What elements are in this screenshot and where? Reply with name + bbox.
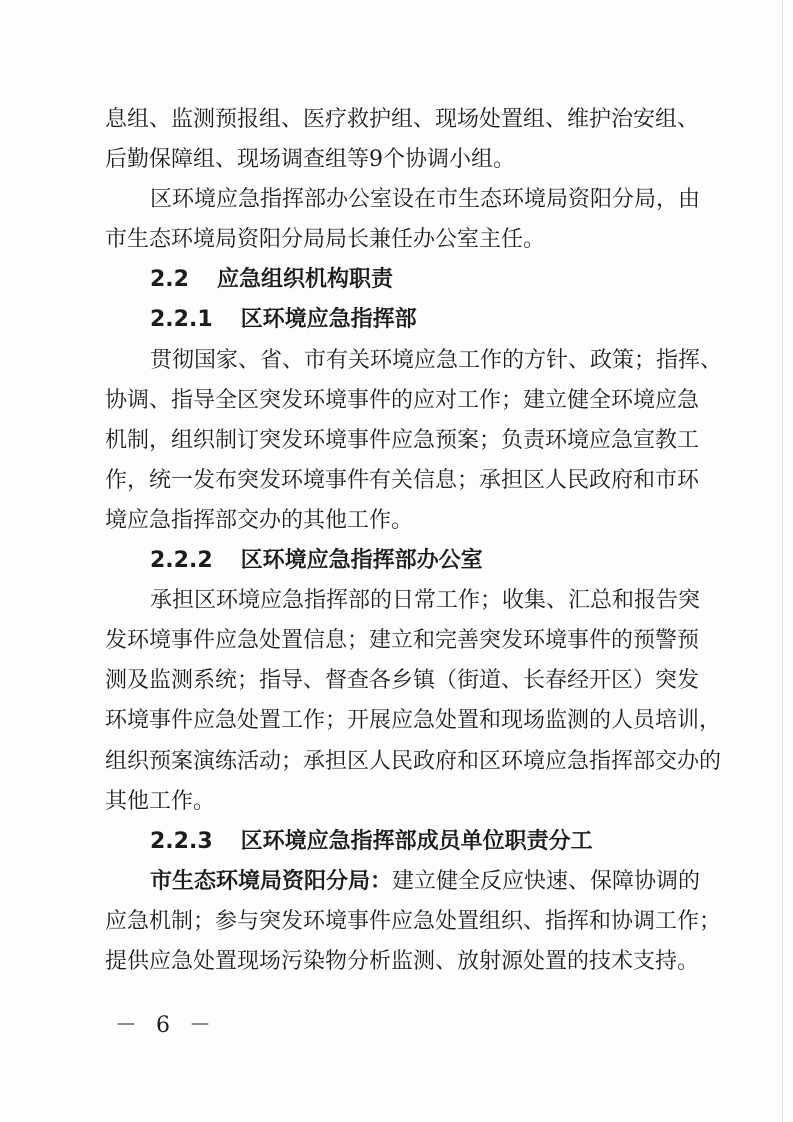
body-line (105, 381, 700, 421)
body-line (105, 220, 690, 260)
section-number: 2.2.3 (150, 828, 213, 854)
body-line (105, 581, 701, 621)
section-title: 区环境应急指挥部成员单位职责分工 (240, 828, 593, 854)
body-line (105, 421, 700, 461)
section-heading-2-2-3 (105, 822, 690, 862)
body-line (105, 742, 722, 782)
body-text: 发环境事件应急处置信息；建立和完善突发环境事件的预警预 (105, 628, 700, 654)
section-heading-2-2-1 (105, 300, 690, 340)
body-text: 测及监测系统；指导、督查各乡镇（街道、长春经开区）突发 (105, 668, 700, 694)
section-heading-2-2-2 (105, 541, 690, 581)
section-number: 2.2.1 (150, 307, 213, 333)
page-number: － 6 － (115, 1013, 217, 1038)
section-number: 2.2 (150, 267, 189, 293)
body-text: 协调、指导全区突发环境事件的应对工作；建立健全环境应急 (105, 387, 700, 413)
section-heading-2-2 (105, 260, 690, 300)
body-line (105, 661, 700, 701)
section-title: 区环境应急指挥部 (240, 307, 417, 333)
body-line (105, 140, 690, 180)
section-title: 区环境应急指挥部办公室 (240, 548, 483, 574)
body-text: 市生态环境局资阳分局局长兼任办公室主任。 (105, 227, 546, 253)
body-text: 机制，组织制订突发环境事件应急预案；负责环境应急宣教工 (105, 427, 700, 453)
page-edge-line (782, 0, 783, 1122)
section-number: 2.2.2 (150, 548, 213, 574)
body-text: 应急机制；参与突发环境事件应急处置组织、指挥和协调工作； (105, 908, 722, 934)
section-title: 应急组织机构职责 (216, 267, 393, 293)
body-line (105, 461, 700, 501)
body-text: 环境事件应急处置工作；开展应急处置和现场监测的人员培训， (105, 708, 722, 734)
body-line (105, 341, 723, 381)
body-text: 境应急指挥部交办的其他工作。 (105, 507, 414, 533)
body-text: 提供应急处置现场污染物分析监测、放射源处置的技术支持。 (105, 948, 700, 974)
document-body (105, 100, 723, 982)
body-line (105, 701, 722, 741)
body-line (105, 180, 701, 220)
body-text: 组织预案演练活动；承担区人民政府和区环境应急指挥部交办的 (105, 748, 722, 774)
unit-name: 市生态环境局资阳分局： (150, 868, 393, 894)
body-text: 其他工作。 (105, 788, 216, 814)
body-text: 建立健全反应快速、保障协调的 (392, 868, 701, 894)
body-text: 作，统一发布突发环境事件有关信息；承担区人民政府和市环 (105, 467, 700, 493)
body-line (105, 942, 700, 982)
body-text: 贯彻国家、省、市有关环境应急工作的方针、政策；指挥、 (150, 347, 723, 373)
body-text: 后勤保障组、现场调查组等9个协调小组。 (105, 147, 515, 173)
body-line (105, 782, 690, 822)
body-line (105, 501, 690, 541)
body-line (105, 100, 700, 140)
body-line (105, 902, 722, 942)
body-line (105, 862, 701, 902)
body-text: 区环境应急指挥部办公室设在市生态环境局资阳分局，由 (150, 187, 701, 213)
body-text: 息组、监测预报组、医疗救护组、现场处置组、维护治安组、 (105, 107, 700, 132)
body-line (105, 621, 700, 661)
body-text: 承担区环境应急指挥部的日常工作；收集、汇总和报告突 (150, 588, 701, 614)
